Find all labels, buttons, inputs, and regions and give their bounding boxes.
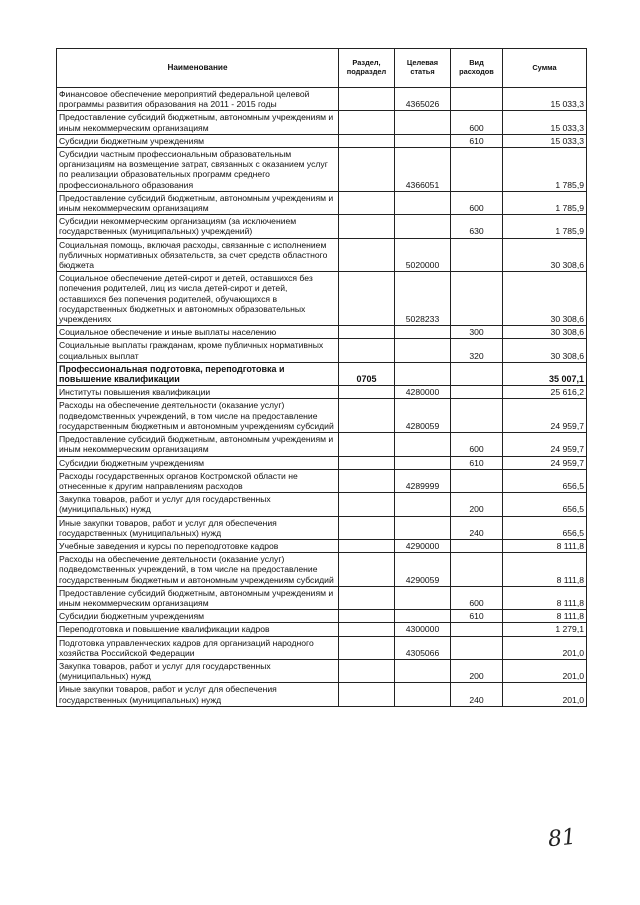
cell-expense-type: 630 bbox=[451, 215, 503, 238]
cell-expense-type: 320 bbox=[451, 339, 503, 362]
table-row bbox=[57, 456, 587, 469]
cell-article bbox=[395, 516, 451, 539]
cell-article bbox=[395, 326, 451, 339]
cell-section bbox=[339, 469, 395, 492]
cell-sum: 8 111,8 bbox=[503, 586, 587, 609]
cell-sum: 30 308,6 bbox=[503, 339, 587, 362]
table-row bbox=[57, 326, 587, 339]
cell-name: Субсидии бюджетным учреждениям bbox=[57, 610, 339, 623]
cell-section bbox=[339, 683, 395, 706]
table-row bbox=[57, 339, 587, 362]
cell-section bbox=[339, 456, 395, 469]
cell-article bbox=[395, 111, 451, 134]
table-row bbox=[57, 516, 587, 539]
cell-article: 4365026 bbox=[395, 88, 451, 111]
cell-sum: 15 033,3 bbox=[503, 88, 587, 111]
cell-expense-type: 240 bbox=[451, 683, 503, 706]
cell-name: Социальное обеспечение детей-сирот и детей, оставшихся без попечения родителей, лиц из числа детей-сирот и детей, оставшихся без попечения родителей, обучающихся в государственных бюджетных и автономных образовательных учреждениях bbox=[57, 272, 339, 326]
cell-expense-type: 200 bbox=[451, 659, 503, 682]
cell-section bbox=[339, 623, 395, 636]
cell-sum: 35 007,1 bbox=[503, 362, 587, 385]
cell-name: Иные закупки товаров, работ и услуг для обеспечения государственных (муниципальных) нужд bbox=[57, 516, 339, 539]
cell-expense-type: 600 bbox=[451, 586, 503, 609]
cell-name: Субсидии бюджетным учреждениям bbox=[57, 134, 339, 147]
cell-sum: 15 033,3 bbox=[503, 111, 587, 134]
cell-section bbox=[339, 516, 395, 539]
table-row bbox=[57, 623, 587, 636]
budget-table bbox=[56, 48, 587, 707]
cell-sum: 1 785,9 bbox=[503, 215, 587, 238]
cell-sum: 24 959,7 bbox=[503, 399, 587, 433]
table-row bbox=[57, 399, 587, 433]
cell-expense-type: 200 bbox=[451, 493, 503, 516]
cell-name: Социальные выплаты гражданам, кроме публичных нормативных социальных выплат bbox=[57, 339, 339, 362]
table-row bbox=[57, 586, 587, 609]
page-number: 81 bbox=[546, 824, 578, 853]
cell-sum: 1 785,9 bbox=[503, 148, 587, 192]
header-name: Наименование bbox=[57, 49, 339, 88]
cell-article: 4366051 bbox=[395, 148, 451, 192]
cell-article bbox=[395, 659, 451, 682]
cell-name: Расходы государственных органов Костромской области не отнесенные к другим направлениям расходов bbox=[57, 469, 339, 492]
table-row bbox=[57, 636, 587, 659]
cell-section bbox=[339, 386, 395, 399]
header-section: Раздел, подраздел bbox=[339, 49, 395, 88]
cell-expense-type bbox=[451, 636, 503, 659]
header-sum: Сумма bbox=[503, 49, 587, 88]
cell-section bbox=[339, 610, 395, 623]
cell-section bbox=[339, 539, 395, 552]
cell-article: 4290059 bbox=[395, 553, 451, 587]
cell-article bbox=[395, 215, 451, 238]
cell-sum: 24 959,7 bbox=[503, 456, 587, 469]
cell-name: Предоставление субсидий бюджетным, автономным учреждениям и иным некоммерческим организациям bbox=[57, 586, 339, 609]
table-row bbox=[57, 191, 587, 214]
cell-name: Социальная помощь, включая расходы, связанные с исполнением публичных нормативных обязательств, за счет средств областного бюджета bbox=[57, 238, 339, 272]
cell-article: 5020000 bbox=[395, 238, 451, 272]
cell-name: Иные закупки товаров, работ и услуг для обеспечения государственных (муниципальных) нужд bbox=[57, 683, 339, 706]
table-row bbox=[57, 238, 587, 272]
table-row bbox=[57, 659, 587, 682]
cell-sum: 1 279,1 bbox=[503, 623, 587, 636]
cell-name: Институты повышения квалификации bbox=[57, 386, 339, 399]
cell-section bbox=[339, 433, 395, 456]
cell-section bbox=[339, 272, 395, 326]
cell-name: Финансовое обеспечение мероприятий федеральной целевой программы развития образования на 2011 - 2015 годы bbox=[57, 88, 339, 111]
table-row bbox=[57, 433, 587, 456]
table-row bbox=[57, 683, 587, 706]
cell-section bbox=[339, 134, 395, 147]
header-article: Целевая статья bbox=[395, 49, 451, 88]
table-row bbox=[57, 386, 587, 399]
cell-sum: 1 785,9 bbox=[503, 191, 587, 214]
table-row bbox=[57, 469, 587, 492]
cell-section bbox=[339, 493, 395, 516]
cell-expense-type: 240 bbox=[451, 516, 503, 539]
cell-expense-type bbox=[451, 399, 503, 433]
cell-expense-type bbox=[451, 148, 503, 192]
cell-sum: 656,5 bbox=[503, 469, 587, 492]
cell-expense-type bbox=[451, 362, 503, 385]
cell-expense-type: 610 bbox=[451, 134, 503, 147]
cell-sum: 30 308,6 bbox=[503, 326, 587, 339]
cell-article: 4280000 bbox=[395, 386, 451, 399]
cell-article bbox=[395, 134, 451, 147]
table-row bbox=[57, 553, 587, 587]
cell-article bbox=[395, 339, 451, 362]
cell-expense-type bbox=[451, 238, 503, 272]
cell-name: Профессиональная подготовка, переподготовка и повышение квалификации bbox=[57, 362, 339, 385]
cell-sum: 15 033,3 bbox=[503, 134, 587, 147]
cell-name: Субсидии частным профессиональным образовательным организациям на возмещение затрат, связанных с оказанием услуг по реализации образовательных программ среднего профессионального образования bbox=[57, 148, 339, 192]
cell-expense-type: 600 bbox=[451, 191, 503, 214]
table-row bbox=[57, 134, 587, 147]
cell-sum: 8 111,8 bbox=[503, 610, 587, 623]
cell-expense-type bbox=[451, 539, 503, 552]
cell-article bbox=[395, 610, 451, 623]
table-row bbox=[57, 272, 587, 326]
cell-expense-type: 600 bbox=[451, 111, 503, 134]
cell-article: 4289999 bbox=[395, 469, 451, 492]
cell-name: Подготовка управленческих кадров для организаций народного хозяйства Российской Федерации bbox=[57, 636, 339, 659]
header-expense-type: Вид расходов bbox=[451, 49, 503, 88]
cell-name: Закупка товаров, работ и услуг для государственных (муниципальных) нужд bbox=[57, 659, 339, 682]
cell-article: 4290000 bbox=[395, 539, 451, 552]
table-row bbox=[57, 539, 587, 552]
cell-expense-type bbox=[451, 88, 503, 111]
table-row bbox=[57, 215, 587, 238]
cell-article bbox=[395, 586, 451, 609]
cell-section bbox=[339, 586, 395, 609]
table-row bbox=[57, 493, 587, 516]
cell-name: Переподготовка и повышение квалификации кадров bbox=[57, 623, 339, 636]
cell-expense-type bbox=[451, 553, 503, 587]
cell-article: 4305066 bbox=[395, 636, 451, 659]
cell-name: Предоставление субсидий бюджетным, автономным учреждениям и иным некоммерческим организациям bbox=[57, 433, 339, 456]
cell-section bbox=[339, 659, 395, 682]
cell-section bbox=[339, 148, 395, 192]
cell-section bbox=[339, 88, 395, 111]
cell-section bbox=[339, 399, 395, 433]
cell-expense-type: 610 bbox=[451, 610, 503, 623]
cell-article bbox=[395, 456, 451, 469]
table-body bbox=[57, 88, 587, 707]
cell-name: Предоставление субсидий бюджетным, автономным учреждениям и иным некоммерческим организациям bbox=[57, 111, 339, 134]
cell-section bbox=[339, 191, 395, 214]
table-row bbox=[57, 111, 587, 134]
cell-expense-type bbox=[451, 272, 503, 326]
cell-sum: 201,0 bbox=[503, 683, 587, 706]
cell-section bbox=[339, 553, 395, 587]
cell-section bbox=[339, 111, 395, 134]
cell-article bbox=[395, 493, 451, 516]
cell-sum: 201,0 bbox=[503, 636, 587, 659]
cell-name: Расходы на обеспечение деятельности (оказание услуг) подведомственных учреждений, в том числе на предоставление государственным бюджетным и автономным учреждениям субсидий bbox=[57, 399, 339, 433]
cell-section bbox=[339, 339, 395, 362]
cell-sum: 30 308,6 bbox=[503, 238, 587, 272]
cell-name: Субсидии бюджетным учреждениям bbox=[57, 456, 339, 469]
cell-name: Социальное обеспечение и иные выплаты населению bbox=[57, 326, 339, 339]
cell-expense-type bbox=[451, 623, 503, 636]
cell-article: 4280059 bbox=[395, 399, 451, 433]
cell-sum: 30 308,6 bbox=[503, 272, 587, 326]
cell-section bbox=[339, 636, 395, 659]
cell-sum: 656,5 bbox=[503, 493, 587, 516]
cell-article: 5028233 bbox=[395, 272, 451, 326]
table-row bbox=[57, 88, 587, 111]
cell-name: Предоставление субсидий бюджетным, автономным учреждениям и иным некоммерческим организациям bbox=[57, 191, 339, 214]
cell-name: Учебные заведения и курсы по переподготовке кадров bbox=[57, 539, 339, 552]
cell-name: Расходы на обеспечение деятельности (оказание услуг) подведомственных учреждений, в том числе на предоставление государственным бюджетным и автономным учреждениям субсидий bbox=[57, 553, 339, 587]
cell-article bbox=[395, 683, 451, 706]
cell-name: Закупка товаров, работ и услуг для государственных (муниципальных) нужд bbox=[57, 493, 339, 516]
cell-expense-type bbox=[451, 469, 503, 492]
cell-section bbox=[339, 215, 395, 238]
cell-sum: 656,5 bbox=[503, 516, 587, 539]
cell-article bbox=[395, 433, 451, 456]
cell-article: 4300000 bbox=[395, 623, 451, 636]
cell-expense-type: 600 bbox=[451, 433, 503, 456]
table-row bbox=[57, 362, 587, 385]
cell-name: Субсидии некоммерческим организациям (за исключением государственных (муниципальных) учреждений) bbox=[57, 215, 339, 238]
table-row bbox=[57, 610, 587, 623]
cell-sum: 201,0 bbox=[503, 659, 587, 682]
cell-article bbox=[395, 191, 451, 214]
cell-section: 0705 bbox=[339, 362, 395, 385]
cell-sum: 25 616,2 bbox=[503, 386, 587, 399]
cell-expense-type bbox=[451, 386, 503, 399]
cell-section bbox=[339, 326, 395, 339]
cell-section bbox=[339, 238, 395, 272]
cell-expense-type: 610 bbox=[451, 456, 503, 469]
cell-sum: 8 111,8 bbox=[503, 553, 587, 587]
cell-sum: 8 111,8 bbox=[503, 539, 587, 552]
table-row bbox=[57, 148, 587, 192]
cell-article bbox=[395, 362, 451, 385]
cell-expense-type: 300 bbox=[451, 326, 503, 339]
cell-sum: 24 959,7 bbox=[503, 433, 587, 456]
header-row bbox=[57, 49, 587, 88]
